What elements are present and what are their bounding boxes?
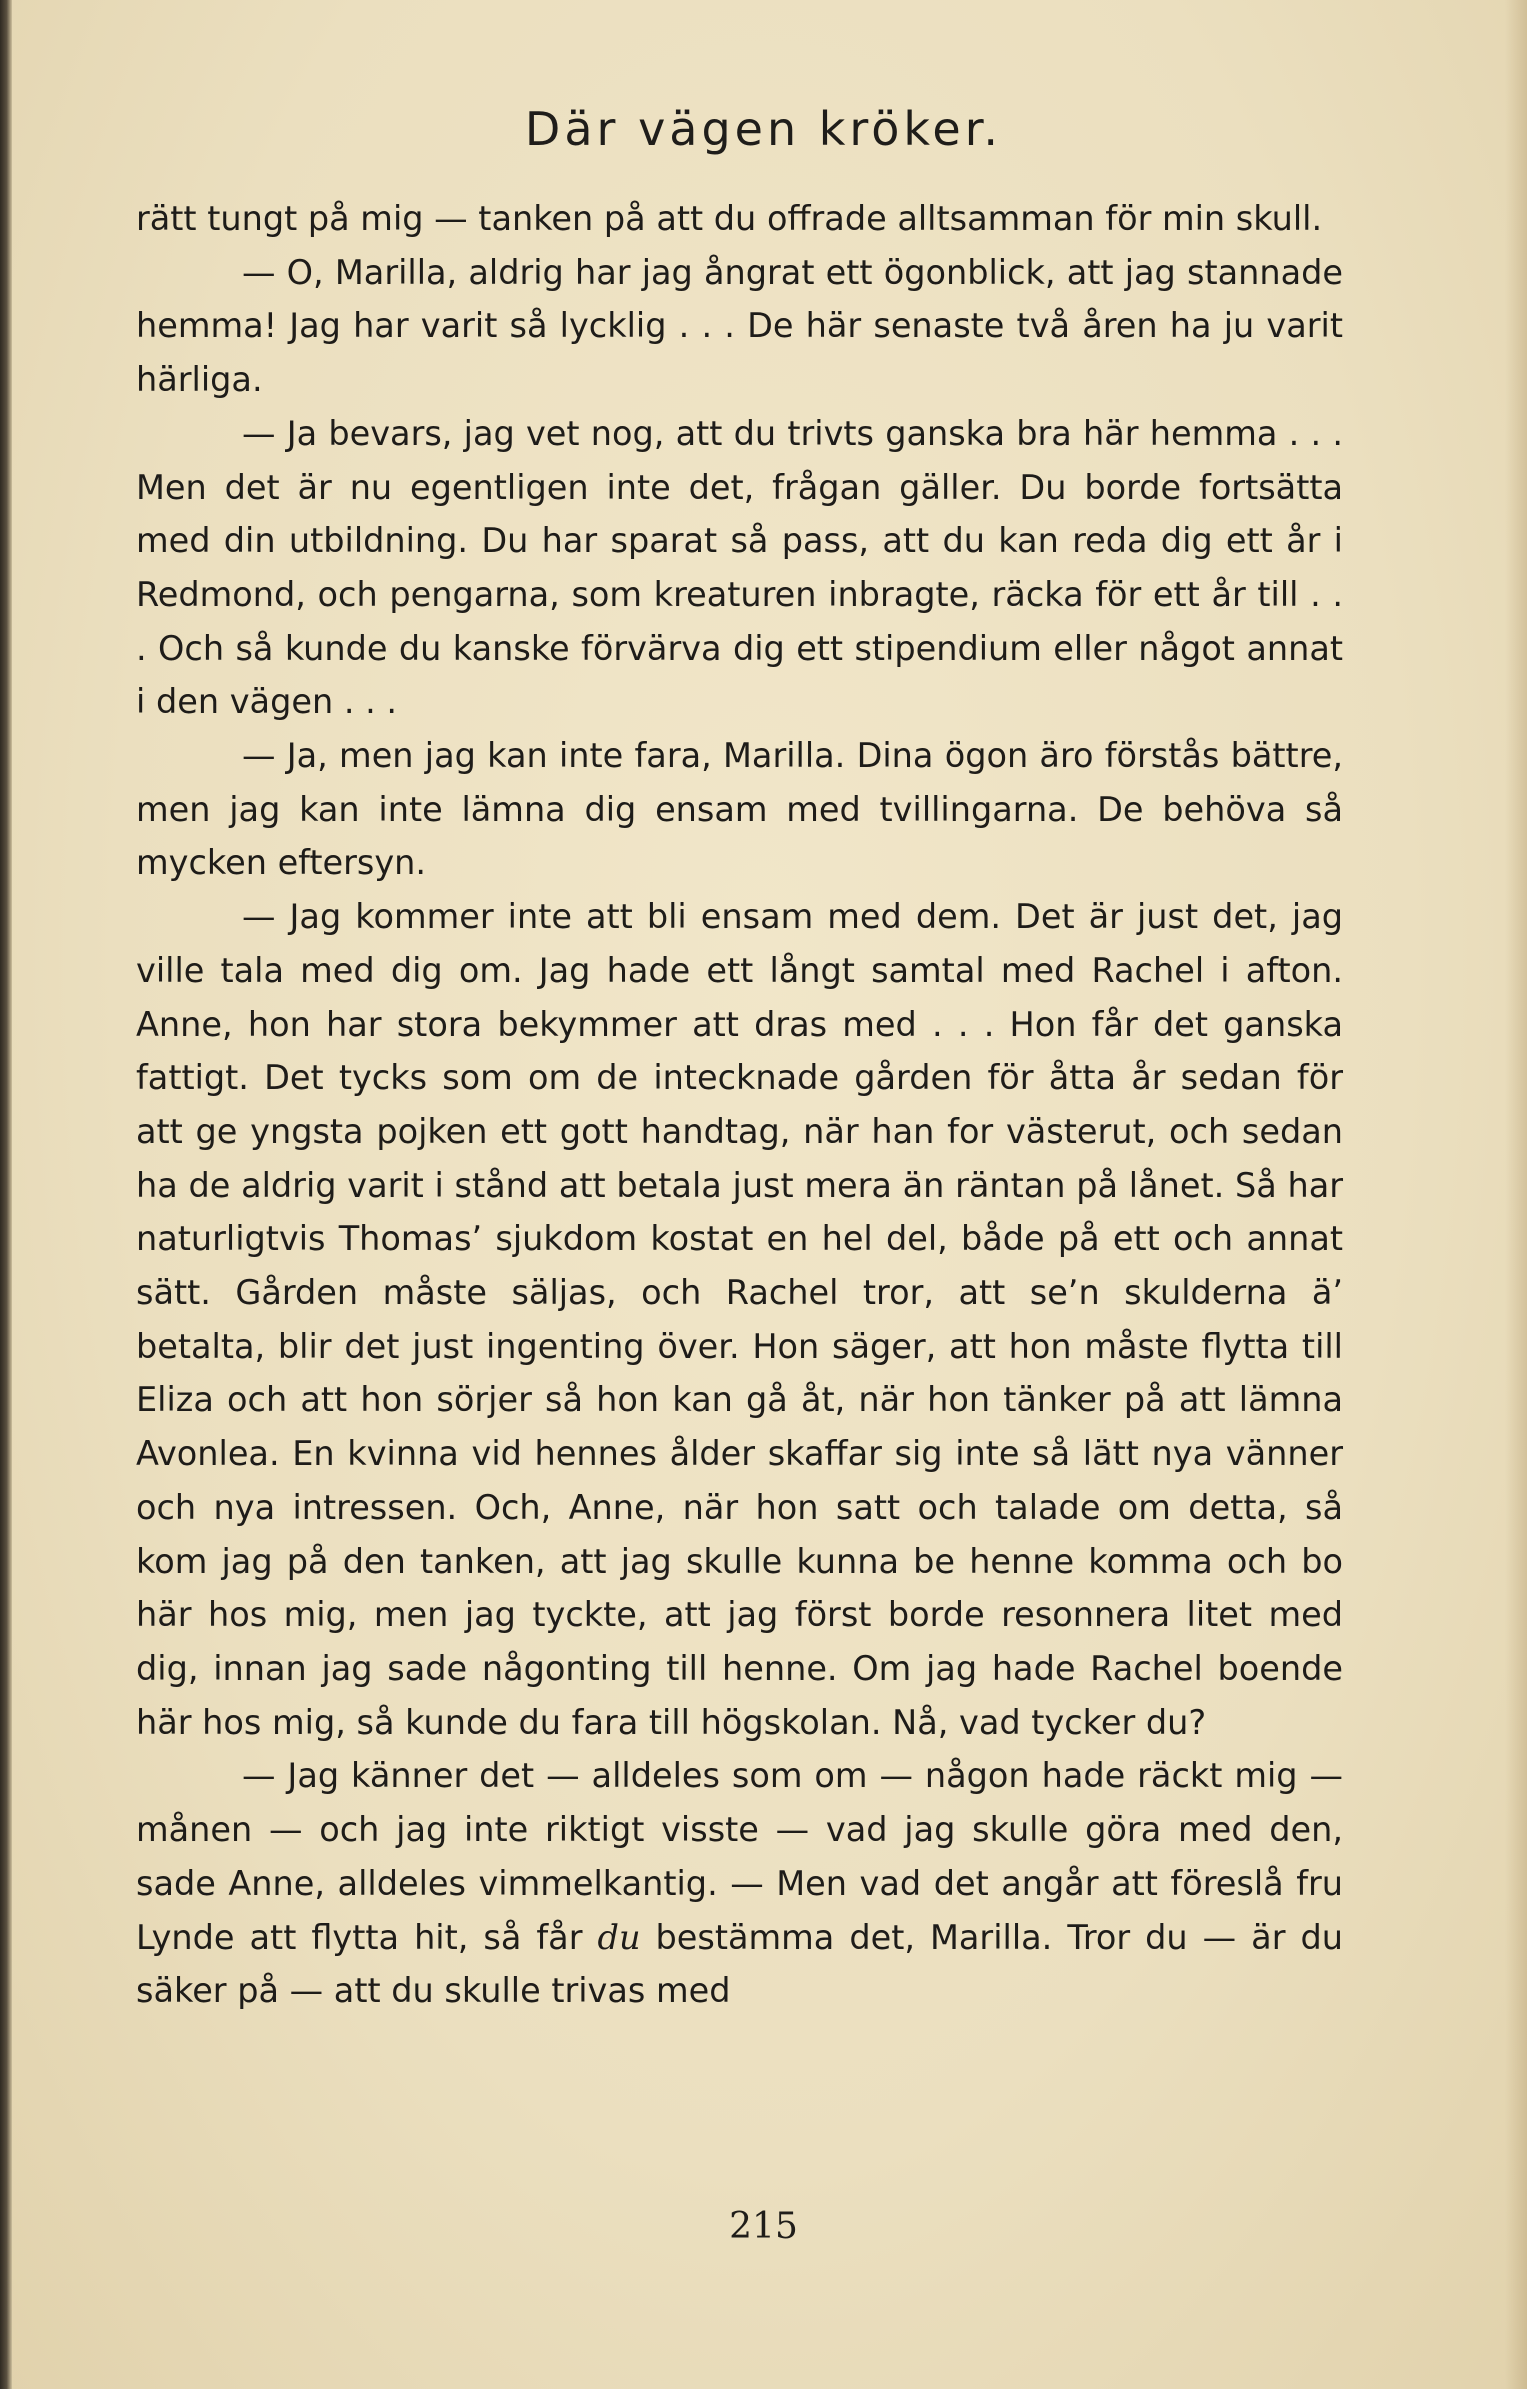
text-run: — Jag känner det — alldeles som om — någon hade räckt mig — månen — och jag inte riktigt visste — vad jag skulle göra med den, sade Anne, alldeles vimmelkantig. — Men vad det angår att föreslå fru Lynde att flytta hit, så får <box>136 1756 1343 1957</box>
paragraph: — Ja, men jag kan inte fara, Marilla. Dina ögon äro förstås bättre, men jag kan inte lämna dig ensam med tvillingarna. De behöva så mycken eftersyn. <box>136 736 1343 883</box>
running-head: Där vägen kröker. <box>524 102 1003 156</box>
book-spine-shadow <box>0 0 12 2389</box>
text-run: bestämma det, Marilla. Tror du — är du säker på — att du skulle trivas med <box>136 1917 1343 2011</box>
body-text <box>136 192 1343 2018</box>
page-edge-shadow <box>1505 0 1527 2389</box>
paragraph: — Ja bevars, jag vet nog, att du trivts ganska bra här hemma . . . Men det är nu egentligen inte det, frågan gäller. Du borde fortsätta med din utbildning. Du har sparat så pass, att du kan reda dig ett år i Redmond, och pengarna, som kreaturen inbragte, räcka för ett år till . . . Och så kunde du kanske förvärva dig ett stipendium eller något annat i den vägen . . . <box>136 413 1343 722</box>
emphasis-du: du <box>597 1917 641 1957</box>
paragraph: rätt tungt på mig — tanken på att du offrade alltsamman för min skull. <box>136 199 1323 238</box>
paragraph: — Jag kommer inte att bli ensam med dem. Det är just det, jag ville tala med dig om. Jag hade ett långt samtal med Rachel i afton. Anne, hon har stora bekymmer att dras med . . . Hon får det ganska fattigt. Det tycks som om de intecknade gården för åtta år sedan för att ge yngsta pojken ett gott handtag, när han for västerut, och sedan ha de aldrig varit i stånd att betala just mera än räntan på lånet. Så har naturligtvis Thomas’ sjukdom kostat en hel del, både på ett och annat sätt. Gården måste säljas, och Rachel tror, att se’n skulderna ä’ betalta, blir det just ingenting över. Hon säger, att hon måste flytta till Eliza och att hon sörjer så hon kan gå åt, när hon tänker på att lämna Avonlea. En kvinna vid hennes ålder skaffar sig inte så lätt nya vänner och nya intressen. Och, Anne, när hon satt och talade om detta, så kom jag på den tanken, att jag skulle kunna be henne komma och bo här hos mig, men jag tyckte, att jag först borde resonnera litet med dig, innan jag sade någonting till henne. Om jag hade Rachel boende här hos mig, så kunde du fara till högskolan. Nå, vad tycker du? <box>136 897 1343 1742</box>
paragraph-last <box>136 1749 1343 2018</box>
paragraph: — O, Marilla, aldrig har jag ångrat ett ögonblick, att jag stannade hemma! Jag har varit så lycklig . . . De här senaste två åren ha ju varit härliga. <box>136 252 1343 400</box>
page-number: 215 <box>729 2206 798 2247</box>
